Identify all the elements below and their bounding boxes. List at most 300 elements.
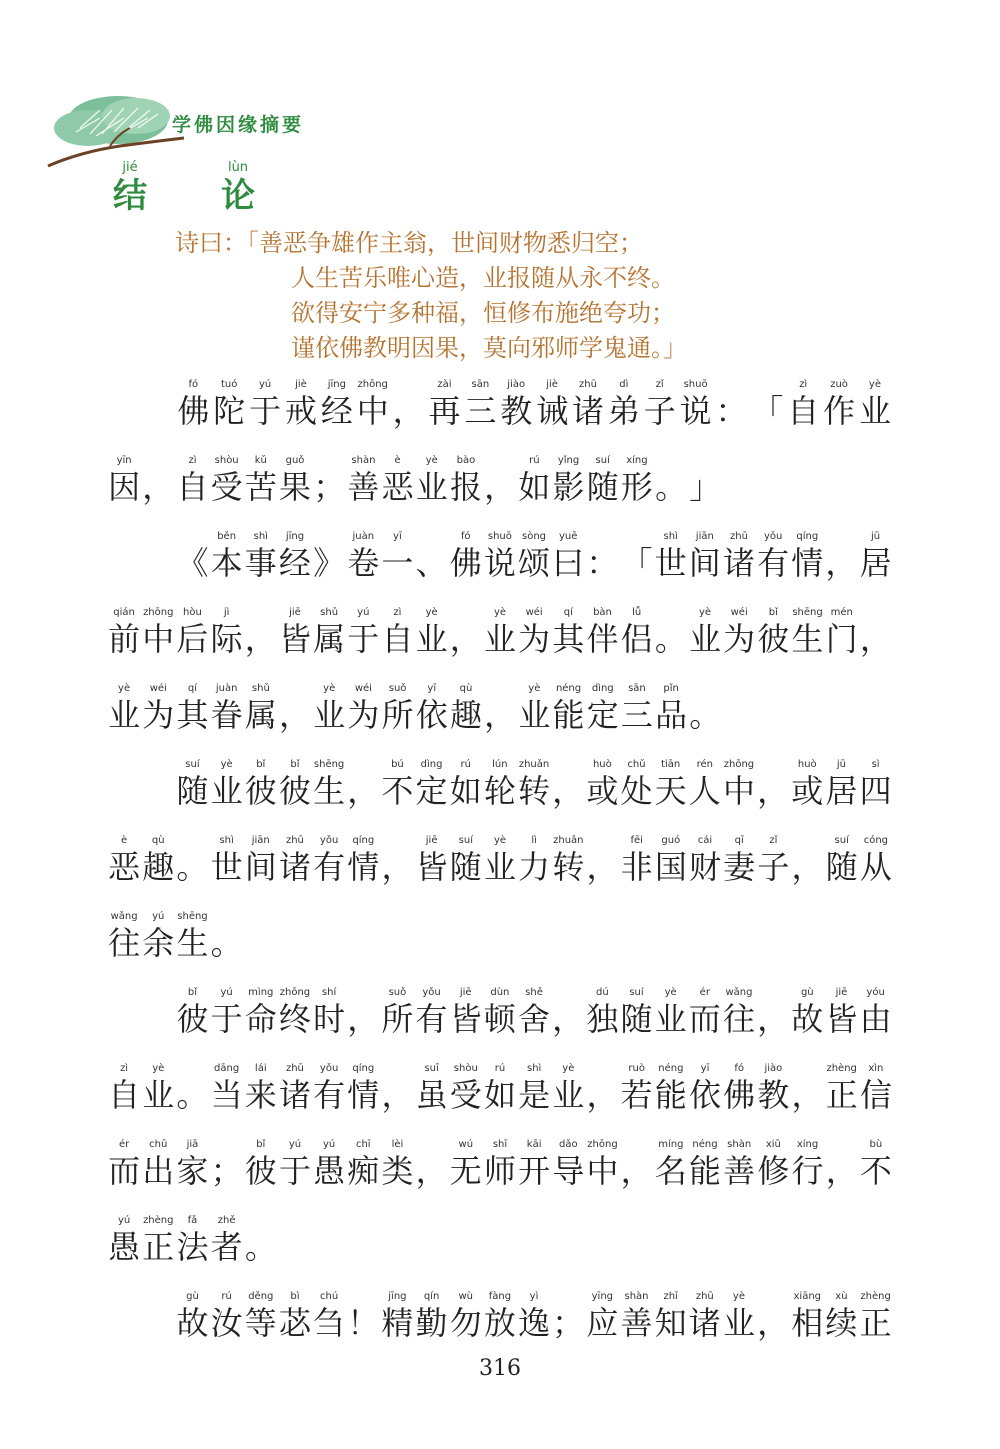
hanzi: ， — [381, 1076, 414, 1114]
pinyin: fó — [188, 379, 199, 390]
pinyin: jū — [871, 531, 881, 542]
hanzi: 三 — [464, 392, 497, 430]
pinyin: fǎ — [187, 1215, 198, 1226]
pinyin: zì — [120, 1063, 129, 1074]
pinyin — [391, 378, 427, 391]
ruby-char — [654, 1062, 688, 1115]
ruby-char — [483, 454, 517, 507]
hanzi: 当 — [210, 1076, 243, 1114]
ruby-char — [107, 910, 141, 963]
ruby-char — [517, 834, 551, 887]
section-title — [108, 160, 324, 216]
pinyin — [244, 606, 278, 619]
hanzi: 能 — [654, 1076, 687, 1114]
pinyin: shǔ — [320, 607, 339, 618]
ruby-char — [821, 378, 857, 431]
ruby-char — [551, 986, 585, 1039]
pinyin: qí — [563, 607, 573, 618]
ruby-char — [722, 606, 756, 659]
ruby-char — [107, 1062, 141, 1115]
ruby-char — [620, 682, 654, 735]
pinyin: chǔ — [627, 759, 646, 770]
ruby-char — [688, 606, 722, 659]
pinyin: wǎng — [110, 911, 138, 922]
ruby-char — [244, 1290, 278, 1343]
ruby-char — [654, 606, 688, 659]
pinyin: guǒ — [285, 455, 305, 466]
hanzi: 修 — [757, 1152, 790, 1190]
hanzi: 是 — [518, 1076, 551, 1114]
hanzi: 戒 — [284, 392, 317, 430]
pinyin: bǐ — [290, 759, 300, 770]
pinyin: è — [394, 455, 401, 466]
pinyin — [756, 986, 790, 999]
pinyin — [210, 910, 244, 923]
ruby-char — [790, 530, 824, 583]
hanzi: 报 — [449, 468, 482, 506]
hanzi: 。 — [176, 1076, 209, 1114]
hanzi: 业 — [415, 620, 448, 658]
ruby-char — [415, 682, 449, 735]
ruby-char — [654, 1138, 688, 1191]
title-pinyin: jié — [122, 160, 138, 175]
pinyin — [714, 378, 750, 391]
text-line — [107, 606, 893, 659]
hanzi: 属 — [244, 696, 277, 734]
pinyin: jiē — [289, 607, 301, 618]
ruby-char — [790, 1062, 824, 1115]
hanzi: 能 — [552, 696, 585, 734]
ruby-char — [346, 682, 380, 735]
ruby-char — [688, 682, 722, 735]
hanzi: 。 — [244, 1228, 277, 1266]
pinyin: jīng — [285, 531, 305, 542]
ruby-char — [756, 1062, 790, 1115]
pinyin: ér — [118, 1139, 130, 1150]
hanzi: 皆 — [278, 620, 311, 658]
poem — [175, 226, 687, 366]
hanzi: 业 — [518, 696, 551, 734]
ruby-char — [722, 758, 756, 811]
hanzi: 应 — [586, 1304, 619, 1342]
pinyin: shòu — [453, 1063, 478, 1074]
pinyin: xíng — [796, 1139, 819, 1150]
pinyin: mìng — [248, 987, 274, 998]
ruby-char — [517, 1062, 551, 1115]
hanzi: 类 — [381, 1152, 414, 1190]
ruby-char — [449, 530, 483, 583]
ruby-char — [244, 606, 278, 659]
text-line — [175, 530, 892, 583]
hanzi: 转 — [552, 848, 585, 886]
ruby-char — [141, 910, 175, 963]
hanzi: 续 — [825, 1304, 858, 1342]
ruby-char — [380, 1062, 414, 1115]
hanzi: 后 — [176, 620, 209, 658]
hanzi: 处 — [620, 772, 653, 810]
pinyin: bú — [391, 759, 404, 770]
pinyin: huò — [592, 759, 612, 770]
pinyin — [346, 758, 380, 771]
hanzi: 恶 — [381, 468, 414, 506]
pinyin: shě — [525, 987, 543, 998]
pinyin: jū — [836, 759, 846, 770]
hanzi: 苾 — [278, 1304, 311, 1342]
pinyin: jīng — [327, 379, 346, 390]
pinyin: yú — [288, 1139, 302, 1150]
pinyin: yǒu — [763, 531, 783, 542]
ruby-char — [210, 758, 244, 811]
hanzi: 财 — [689, 848, 722, 886]
pinyin — [278, 682, 312, 695]
pinyin: sān — [628, 683, 646, 694]
hanzi: 事 — [244, 544, 277, 582]
pinyin: bào — [456, 455, 476, 466]
pinyin — [312, 454, 346, 467]
ruby-char — [449, 606, 483, 659]
hanzi: 汝 — [210, 1304, 243, 1342]
hanzi: 业 — [415, 468, 448, 506]
ruby-char — [678, 378, 714, 431]
pinyin: dú — [596, 987, 609, 998]
pinyin: wǎng — [725, 987, 753, 998]
ruby-char — [824, 758, 858, 811]
hanzi: 往 — [722, 1000, 755, 1038]
hanzi: 诸 — [688, 1304, 721, 1342]
page-number: 316 — [479, 1356, 521, 1381]
hanzi: 中 — [356, 392, 389, 430]
hanzi: 师 — [483, 1152, 516, 1190]
ruby-char — [175, 758, 209, 811]
ruby-char — [210, 910, 244, 963]
hanzi: 定 — [586, 696, 619, 734]
hanzi: 业 — [483, 620, 516, 658]
ruby-char — [278, 682, 312, 735]
hanzi: 愚 — [313, 1152, 346, 1190]
pinyin — [585, 834, 619, 847]
pinyin — [449, 606, 483, 619]
hanzi: ， — [381, 848, 414, 886]
hanzi: ， — [142, 468, 175, 506]
hanzi: 所 — [381, 696, 414, 734]
hanzi: 眷 — [210, 696, 243, 734]
pinyin: jiān — [251, 835, 270, 846]
hanzi: 独 — [586, 1000, 619, 1038]
hanzi: 生 — [791, 620, 824, 658]
ruby-char — [175, 1290, 209, 1343]
hanzi: 为 — [142, 696, 175, 734]
pinyin — [790, 834, 824, 847]
pinyin: suī — [424, 1063, 439, 1074]
ruby-char — [654, 530, 688, 583]
ruby-char — [825, 1138, 859, 1191]
pinyin: yǒu — [319, 1063, 339, 1074]
ruby-char — [244, 1062, 278, 1115]
ruby-char — [244, 454, 278, 507]
hanzi: 正 — [142, 1228, 175, 1266]
ruby-char — [210, 606, 244, 659]
hanzi: 诸 — [278, 1076, 311, 1114]
hanzi: 正 — [859, 1304, 892, 1342]
hanzi: 不 — [859, 1152, 892, 1190]
hanzi: 佛 — [723, 1076, 756, 1114]
pinyin — [585, 530, 619, 543]
pinyin: qíng — [796, 531, 819, 542]
pinyin: yè — [528, 683, 541, 694]
title-hanzi: 论 — [221, 176, 255, 216]
pinyin: hòu — [183, 607, 202, 618]
ruby-char — [790, 1290, 824, 1343]
pinyin — [749, 378, 785, 391]
ruby-char — [585, 758, 619, 811]
ruby-char — [414, 1290, 448, 1343]
pinyin: rú — [460, 759, 471, 770]
pinyin: zhū — [695, 1291, 714, 1302]
ruby-char — [551, 834, 585, 887]
ruby-char — [175, 682, 209, 735]
pinyin: zhèng — [143, 1215, 174, 1226]
pine-branch-icon — [40, 88, 190, 168]
hanzi: 自 — [108, 1076, 141, 1114]
hanzi: 依 — [689, 1076, 722, 1114]
pinyin — [380, 1062, 414, 1075]
hanzi: 于 — [278, 1152, 311, 1190]
pinyin: rú — [529, 455, 540, 466]
pinyin: kǔ — [254, 455, 267, 466]
hanzi: 放 — [483, 1304, 516, 1342]
ruby-char — [756, 834, 790, 887]
ruby-char — [244, 758, 278, 811]
pinyin — [756, 1290, 790, 1303]
ruby-char — [620, 454, 654, 507]
pinyin: shī — [492, 1139, 508, 1150]
ruby-char — [483, 834, 517, 887]
pinyin: yè — [732, 1291, 745, 1302]
ruby-char — [415, 1062, 449, 1115]
pinyin: chī — [355, 1139, 371, 1150]
hanzi: 侣 — [620, 620, 653, 658]
pinyin — [346, 986, 380, 999]
ruby-char — [825, 1062, 859, 1115]
pinyin — [551, 758, 585, 771]
title-char — [216, 160, 260, 216]
ruby-char — [585, 606, 619, 659]
hanzi: 等 — [244, 1304, 277, 1342]
hanzi: 四 — [859, 772, 892, 810]
hanzi: 曰 — [552, 544, 585, 582]
ruby-char — [483, 986, 517, 1039]
hanzi: 影 — [552, 468, 585, 506]
ruby-char — [141, 606, 175, 659]
pinyin: yī — [700, 1063, 710, 1074]
hanzi: ， — [757, 1000, 790, 1038]
ruby-char — [244, 682, 278, 735]
hanzi: ， — [586, 848, 619, 886]
hanzi: 非 — [620, 848, 653, 886]
ruby-char — [825, 834, 859, 887]
hanzi: 其 — [176, 696, 209, 734]
hanzi: 开 — [518, 1152, 551, 1190]
ruby-char — [620, 606, 654, 659]
ruby-char — [688, 1138, 722, 1191]
pinyin: bǐ — [256, 1139, 266, 1150]
ruby-char — [449, 986, 483, 1039]
pinyin: zhōng — [143, 607, 174, 618]
pinyin: zì — [799, 379, 808, 390]
hanzi: 生 — [176, 924, 209, 962]
pinyin: kāi — [526, 1139, 542, 1150]
ruby-char — [278, 758, 312, 811]
pinyin: zì — [393, 607, 402, 618]
ruby-char — [210, 834, 244, 887]
hanzi: 刍 — [313, 1304, 346, 1342]
ruby-char — [859, 1062, 893, 1115]
hanzi: 于 — [249, 392, 282, 430]
ruby-char — [619, 530, 653, 583]
ruby-char — [462, 378, 498, 431]
pinyin: néng — [658, 1063, 684, 1074]
pinyin: zǐ — [655, 379, 664, 390]
hanzi: 自 — [381, 620, 414, 658]
ruby-char — [517, 682, 551, 735]
ruby-char — [141, 834, 175, 887]
pinyin: bù — [869, 1139, 883, 1150]
pinyin: zhèng — [860, 1291, 891, 1302]
pinyin: jiào — [507, 379, 526, 390]
ruby-char — [415, 454, 449, 507]
ruby-char — [517, 454, 551, 507]
ruby-char — [586, 682, 620, 735]
pinyin: xiū — [765, 1139, 781, 1150]
hanzi: 诸 — [278, 848, 311, 886]
pinyin: yīn — [116, 455, 132, 466]
hanzi: 。 — [210, 924, 243, 962]
ruby-char — [756, 758, 790, 811]
ruby-char — [585, 986, 619, 1039]
pinyin: zhuǎn — [553, 835, 584, 846]
pinyin: yī — [427, 683, 437, 694]
ruby-char — [449, 1290, 483, 1343]
pinyin: néng — [555, 683, 582, 694]
hanzi: 由 — [859, 1000, 892, 1038]
ruby-char — [346, 606, 380, 659]
pinyin: běn — [217, 531, 237, 542]
text-line — [107, 1138, 893, 1191]
ruby-char — [688, 454, 722, 507]
hanzi: 舍 — [518, 1000, 551, 1038]
pinyin: rén — [696, 759, 713, 770]
ruby-char — [346, 834, 380, 887]
pinyin: dǎo — [559, 1139, 578, 1150]
hanzi: 诸 — [722, 544, 755, 582]
pinyin: yǒu — [319, 835, 339, 846]
hanzi: 名 — [654, 1152, 687, 1190]
pinyin: lái — [254, 1063, 267, 1074]
pinyin — [654, 606, 688, 619]
ruby-char — [380, 986, 414, 1039]
ruby-char — [756, 530, 790, 583]
pinyin: jiē — [425, 835, 438, 846]
ruby-char — [585, 1138, 619, 1191]
hanzi: 受 — [449, 1076, 482, 1114]
pinyin: è — [121, 835, 128, 846]
text-line — [107, 910, 244, 963]
pinyin — [585, 1062, 619, 1075]
pinyin: zhōng — [723, 759, 755, 770]
ruby-char — [211, 378, 247, 431]
pinyin: xíng — [626, 455, 648, 466]
ruby-char — [244, 1138, 278, 1191]
ruby-char — [619, 1290, 653, 1343]
ruby-char — [714, 378, 750, 431]
ruby-char — [210, 986, 244, 1039]
ruby-char — [859, 1290, 893, 1343]
hanzi: 世 — [654, 544, 687, 582]
pinyin: yè — [493, 607, 507, 618]
pinyin: fēi — [630, 835, 643, 846]
ruby-char — [483, 530, 517, 583]
pinyin: wéi — [525, 607, 543, 618]
hanzi: 力 — [518, 848, 551, 886]
hanzi: 三 — [620, 696, 653, 734]
hanzi: 说 — [679, 392, 712, 430]
ruby-char — [141, 454, 175, 507]
hanzi: 中 — [586, 1152, 619, 1190]
pinyin — [824, 530, 858, 543]
ruby-char — [785, 378, 821, 431]
pinyin: sì — [871, 759, 880, 770]
hanzi: 际 — [210, 620, 243, 658]
pinyin: dì — [619, 379, 629, 390]
pinyin: shòu — [214, 455, 239, 466]
ruby-char — [749, 378, 785, 431]
pinyin: jiào — [764, 1063, 783, 1074]
pinyin: qī — [734, 835, 744, 846]
hanzi: 子 — [757, 848, 790, 886]
ruby-char — [380, 1290, 414, 1343]
hanzi: 中 — [142, 620, 175, 658]
pinyin: shàn — [351, 455, 376, 466]
ruby-char — [551, 1062, 585, 1115]
ruby-char — [391, 378, 427, 431]
pinyin: shēng — [177, 911, 208, 922]
pinyin: qíng — [352, 1063, 375, 1074]
pinyin — [175, 1062, 209, 1075]
hanzi: 彼 — [757, 620, 790, 658]
hanzi: 、 — [415, 544, 448, 582]
hanzi: 出 — [142, 1152, 175, 1190]
pinyin: yǐng — [557, 455, 580, 466]
hanzi: 。 — [176, 848, 209, 886]
pinyin: shì — [663, 531, 678, 542]
ruby-char — [141, 1214, 175, 1267]
pinyin: jiān — [695, 531, 714, 542]
pinyin: bàn — [593, 607, 612, 618]
pinyin: wéi — [149, 683, 167, 694]
pinyin: xìn — [868, 1063, 884, 1074]
ruby-char — [517, 986, 551, 1039]
pinyin — [244, 1214, 278, 1227]
ruby-char — [244, 1214, 278, 1267]
hanzi: 果 — [279, 468, 312, 506]
hanzi: ， — [392, 392, 425, 430]
hanzi: 为 — [347, 696, 380, 734]
pinyin: qián — [113, 607, 135, 618]
hanzi: ； — [210, 1152, 243, 1190]
pinyin: yīng — [591, 1291, 614, 1302]
ruby-char — [790, 606, 824, 659]
ruby-char — [551, 758, 585, 811]
